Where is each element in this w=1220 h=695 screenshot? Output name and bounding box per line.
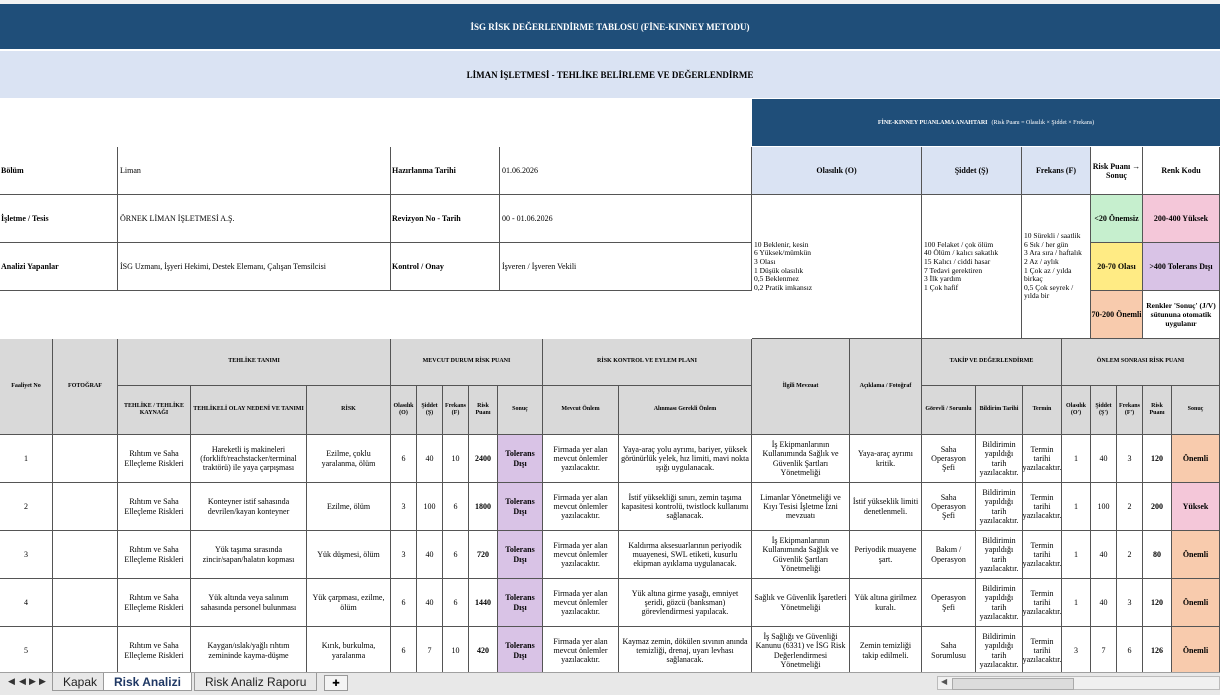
cell-bildirim[interactable]: Bildirimin yapıldığı tarih yazılacaktır. [976, 579, 1023, 627]
revizyon-label: Revizyon No - Tarih [391, 195, 500, 243]
cell-tehlike-kaynagi[interactable]: Rıhtım ve Saha Elleçleme Riskleri [118, 483, 191, 531]
cell-gorevli[interactable]: Saha Operasyon Şefi [922, 435, 976, 483]
cell-frekans[interactable]: 6 [443, 483, 469, 531]
col-aciklama: Açıklama / Fotoğraf [850, 339, 922, 435]
revizyon-value[interactable]: 00 - 01.06.2026 [500, 195, 752, 243]
cell-termin[interactable]: Termin tarihi yazılacaktır. [1023, 483, 1062, 531]
cell-sonuc-2[interactable]: Önemli [1172, 531, 1220, 579]
last-sheet-arrow-icon[interactable]: ▶ [39, 676, 46, 686]
cell-fotograf[interactable] [53, 435, 118, 483]
cell-fotograf[interactable] [53, 579, 118, 627]
cell-alinmasi-gerekli[interactable]: İstif yüksekliği sınırı, zemin taşıma kapasitesi kontrolü, twistlock kullanımı sağlanacak. [619, 483, 752, 531]
col-alinmasi-gerekli: Alınması Gerekli Önlem [619, 386, 752, 435]
cell-faaliyet-no[interactable]: 5 [0, 627, 53, 672]
cell-sonuc[interactable]: Tolerans Dışı [498, 435, 543, 483]
frekans-item: 6 Sık / her gün [1024, 239, 1069, 249]
cell-risk[interactable]: Ezilme, ölüm [307, 483, 391, 531]
col-risk-puani-2: Risk Puanı [1143, 386, 1172, 435]
col-gorevli: Görevli / Sorumlu [922, 386, 976, 435]
col-olasilik-2: Olasılık (O') [1062, 386, 1091, 435]
scoring-key-title: FİNE-KINNEY PUANLAMA ANAHTARI [877, 119, 988, 126]
tab-risk-analiz-raporu[interactable]: Risk Analiz Raporu [194, 673, 317, 691]
frekans-item: 2 Az / aylık [1024, 256, 1059, 266]
cell-frekans-2[interactable]: 3 [1117, 579, 1143, 627]
frekans-item: 10 Sürekli / saatlik [1024, 231, 1081, 241]
cell-risk[interactable]: Ezilme, çoklu yaralanma, ölüm [307, 435, 391, 483]
cell-tehlikeli-olay[interactable]: Kaygan/ıslak/yağlı rıhtım zemininde kayma-düşme [191, 627, 307, 672]
cell-tehlike-kaynagi[interactable]: Rıhtım ve Saha Elleçleme Riskleri [118, 531, 191, 579]
legend-note: Renkler 'Sonuç' (J/V) sütununa otomatik uygulanır [1143, 291, 1220, 339]
cell-sonuc[interactable]: Tolerans Dışı [498, 627, 543, 672]
group-risk-kontrol: RİSK KONTROL VE EYLEM PLANI [543, 339, 752, 386]
cell-alinmasi-gerekli[interactable]: Kaymaz zemin, dökülen sıvının anında temizliği, drenaj, uyarı levhası sağlanacak. [619, 627, 752, 672]
cell-frekans[interactable]: 6 [443, 579, 469, 627]
cell-sonuc[interactable]: Tolerans Dışı [498, 531, 543, 579]
group-tehlike-tanimi: TEHLİKE TANIMI [118, 339, 391, 386]
olasilik-item: 0,5 Beklenmez [754, 274, 799, 284]
cell-tehlikeli-olay[interactable]: Konteyner istif sahasında devrilen/kayan konteyner [191, 483, 307, 531]
cell-mevcut-onlem[interactable]: Firmada yer alan mevcut önlemler yazılacaktır. [543, 483, 619, 531]
cell-risk-puani-2[interactable]: 80 [1143, 531, 1172, 579]
cell-siddet[interactable]: 40 [417, 531, 443, 579]
cell-risk[interactable]: Yük düşmesi, ölüm [307, 531, 391, 579]
cell-frekans-2[interactable]: 3 [1117, 435, 1143, 483]
col-tehlikeli-olay: TEHLİKELİ OLAY NEDENİ VE TANIMI [191, 386, 307, 435]
cell-ilgili-mevzuat[interactable]: İş Sağlığı ve Güvenliği Kanunu (6331) ve İSG Risk Değerlendirmesi Yönetmeliği [752, 627, 850, 672]
scroll-left-icon[interactable]: ◀ [941, 677, 948, 686]
cell-sonuc-2[interactable]: Önemli [1172, 579, 1220, 627]
cell-tehlike-kaynagi[interactable]: Rıhtım ve Saha Elleçleme Riskleri [118, 435, 191, 483]
cell-fotograf[interactable] [53, 483, 118, 531]
cell-gorevli[interactable]: Saha Sorumlusu [922, 627, 976, 672]
next-sheet-arrow-icon[interactable]: ▶ [29, 676, 36, 686]
cell-ilgili-mevzuat[interactable]: İş Ekipmanlarının Kullanımında Sağlık ve Güvenlik Şartları Yönetmeliği [752, 531, 850, 579]
cell-aciklama[interactable]: Periyodik muayene şart. [850, 531, 922, 579]
cell-olasilik-2[interactable]: 1 [1062, 579, 1091, 627]
cell-termin[interactable]: Termin tarihi yazılacaktır. [1023, 435, 1062, 483]
cell-faaliyet-no[interactable]: 4 [0, 579, 53, 627]
cell-tehlikeli-olay[interactable]: Yük altında veya salınım sahasında personel bulunması [191, 579, 307, 627]
cell-siddet[interactable]: 7 [417, 627, 443, 672]
cell-bildirim[interactable]: Bildirimin yapıldığı tarih yazılacaktır. [976, 531, 1023, 579]
cell-risk[interactable]: Yük çarpması, ezilme, ölüm [307, 579, 391, 627]
olasilik-item: 1 Düşük olasılık [754, 265, 804, 275]
group-mevcut-durum: MEVCUT DURUM RİSK PUANI [391, 339, 543, 386]
cell-risk[interactable]: Kırık, burkulma, yaralanma [307, 627, 391, 672]
cell-siddet-2[interactable]: 7 [1091, 627, 1117, 672]
cell-olasilik[interactable]: 6 [391, 435, 417, 483]
col-termin: Termin [1023, 386, 1062, 435]
col-frekans-2: Frekans (F') [1117, 386, 1143, 435]
tab-kapak[interactable]: Kapak [52, 673, 108, 691]
cell-sonuc-2[interactable]: Yüksek [1172, 483, 1220, 531]
key-siddet-list [922, 195, 1022, 339]
group-onlem-sonrasi: ÖNLEM SONRASI RİSK PUANI [1062, 339, 1220, 386]
cell-frekans[interactable]: 10 [443, 627, 469, 672]
cell-olasilik[interactable]: 6 [391, 627, 417, 672]
legend-yuksek: 200-400 Yüksek [1143, 195, 1220, 243]
cell-olasilik[interactable]: 6 [391, 579, 417, 627]
sheet-tab-bar [0, 672, 1220, 695]
cell-frekans[interactable]: 6 [443, 531, 469, 579]
cell-faaliyet-no[interactable]: 1 [0, 435, 53, 483]
cell-aciklama[interactable]: Yük altına girilmez kuralı. [850, 579, 922, 627]
cell-siddet[interactable]: 40 [417, 579, 443, 627]
olasilik-item: 0,2 Pratik imkansız [754, 282, 813, 292]
cell-aciklama[interactable]: Yaya-araç ayrımı kritik. [850, 435, 922, 483]
cell-olasilik-2[interactable]: 1 [1062, 483, 1091, 531]
analiz-value[interactable]: İSG Uzmanı, İşyeri Hekimi, Destek Elemanı, Çalışan Temsilcisi [118, 243, 391, 291]
cell-sonuc-2[interactable]: Önemli [1172, 627, 1220, 672]
cell-termin[interactable]: Termin tarihi yazılacaktır. [1023, 531, 1062, 579]
cell-olasilik-2[interactable]: 1 [1062, 531, 1091, 579]
tesis-label: İşletme / Tesis [0, 195, 118, 243]
tarih-label: Hazırlanma Tarihi [391, 147, 500, 195]
olasilik-item: 10 Beklenir, kesin [754, 239, 809, 249]
first-sheet-arrow-icon[interactable]: ◀ [8, 676, 15, 686]
siddet-item: 15 Kalıcı / ciddi hasar [924, 256, 991, 266]
cell-faaliyet-no[interactable]: 2 [0, 483, 53, 531]
cell-risk-puani[interactable]: 1800 [469, 483, 498, 531]
key-risk-header: Risk Puanı → Sonuç [1091, 147, 1143, 195]
col-sonuc-2: Sonuç [1172, 386, 1220, 435]
col-olasilik: Olasılık (O) [391, 386, 417, 435]
frekans-item: 3 Ara sıra / haftalık [1024, 248, 1082, 258]
main-title-banner: İSG RİSK DEĞERLENDİRME TABLOSU (FİNE-KINNEY METODU) [0, 4, 1220, 49]
cell-mevcut-onlem[interactable]: Firmada yer alan mevcut önlemler yazılacaktır. [543, 579, 619, 627]
tesis-value[interactable]: ÖRNEK LİMAN İŞLETMESİ A.Ş. [118, 195, 391, 243]
legend-tolerans: >400 Tolerans Dışı [1143, 243, 1220, 291]
cell-gorevli[interactable]: Saha Operasyon Şefi [922, 483, 976, 531]
scrollbar-thumb[interactable] [952, 678, 1074, 690]
cell-termin[interactable]: Termin tarihi yazılacaktır. [1023, 579, 1062, 627]
cell-siddet[interactable]: 40 [417, 435, 443, 483]
horizontal-scrollbar[interactable] [937, 676, 1220, 690]
kontrol-value[interactable]: İşveren / İşveren Vekili [500, 243, 752, 291]
cell-tehlike-kaynagi[interactable]: Rıhtım ve Saha Elleçleme Riskleri [118, 627, 191, 672]
cell-risk-puani[interactable]: 720 [469, 531, 498, 579]
cell-risk-puani-2[interactable]: 120 [1143, 579, 1172, 627]
sub-title-banner: LİMAN İŞLETMESİ - TEHLİKE BELİRLEME VE DEĞERLENDİRME [0, 51, 1220, 98]
cell-mevcut-onlem[interactable]: Firmada yer alan mevcut önlemler yazılacaktır. [543, 435, 619, 483]
olasilik-item: 6 Yüksek/mümkün [754, 248, 812, 258]
group-takip: TAKİP VE DEĞERLENDİRME [922, 339, 1062, 386]
cell-fotograf[interactable] [53, 627, 118, 672]
col-bildirim: Bildirim Tarihi [976, 386, 1023, 435]
col-frekans: Frekans (F) [443, 386, 469, 435]
cell-risk-puani[interactable]: 420 [469, 627, 498, 672]
cell-alinmasi-gerekli[interactable]: Yük altına girme yasağı, emniyet şeridi, gözcü (banksman) görevlendirmesi yapılacak. [619, 579, 752, 627]
siddet-item: 3 İlk yardım [924, 274, 962, 284]
cell-risk-puani-2[interactable]: 200 [1143, 483, 1172, 531]
cell-sonuc[interactable]: Tolerans Dışı [498, 579, 543, 627]
cell-olasilik-2[interactable]: 1 [1062, 435, 1091, 483]
analiz-label: Analizi Yapanlar [0, 243, 118, 291]
cell-ilgili-mevzuat[interactable]: Limanlar Yönetmeliği ve Kıyı Tesisi İşletme İzni mevzuatı [752, 483, 850, 531]
key-olasilik-list [752, 195, 922, 339]
col-sonuc: Sonuç [498, 386, 543, 435]
cell-alinmasi-gerekli[interactable]: Yaya-araç yolu ayrımı, bariyer, yüksek görünürlük yelek, hız limiti, mavi nokta ışığı uygulanacak. [619, 435, 752, 483]
cell-bildirim[interactable]: Bildirimin yapıldığı tarih yazılacaktır. [976, 627, 1023, 672]
insert-sheet-icon[interactable]: ✚ [324, 675, 348, 691]
key-olasilik-header: Olasılık (O) [752, 147, 922, 195]
frekans-item: 0,5 Çok seyrek / yılda bir [1024, 282, 1074, 301]
col-risk: RİSK [307, 386, 391, 435]
cell-mevcut-onlem[interactable]: Firmada yer alan mevcut önlemler yazılacaktır. [543, 531, 619, 579]
scoring-key-formula: (Risk Puanı = Olasılık × Şiddet × Frekans) [991, 119, 1095, 126]
cell-sonuc[interactable]: Tolerans Dışı [498, 483, 543, 531]
key-frekans-list [1022, 195, 1091, 339]
kontrol-label: Kontrol / Onay [391, 243, 500, 291]
cell-tehlike-kaynagi[interactable]: Rıhtım ve Saha Elleçleme Riskleri [118, 579, 191, 627]
key-renk-header: Renk Kodu [1143, 147, 1220, 195]
cell-risk-puani-2[interactable]: 120 [1143, 435, 1172, 483]
siddet-item: 100 Felaket / çok ölüm [924, 239, 994, 249]
cell-tehlikeli-olay[interactable]: Hareketli iş makineleri (forklift/reachstacker/terminal traktörü) ile yaya çarpışması [191, 435, 307, 483]
legend-onemsiz: <20 Önemsiz [1091, 195, 1143, 243]
siddet-item: 40 Ölüm / kalıcı sakatlık [924, 248, 999, 258]
cell-aciklama[interactable]: İstif yükseklik limiti denetlenmeli. [850, 483, 922, 531]
frekans-item: 1 Çok az / yılda birkaç [1024, 265, 1072, 284]
cell-gorevli[interactable]: Bakım / Operasyon [922, 531, 976, 579]
cell-alinmasi-gerekli[interactable]: Kaldırma aksesuarlarının periyodik muayenesi, SWL etiketi, kusurlu ekipman ayıklama uygulanacak. [619, 531, 752, 579]
col-risk-puani: Risk Puanı [469, 386, 498, 435]
cell-olasilik[interactable]: 3 [391, 531, 417, 579]
key-frekans-header: Frekans (F) [1022, 147, 1091, 195]
col-mevcut-onlem: Mevcut Önlem [543, 386, 619, 435]
key-siddet-header: Şiddet (Ş) [922, 147, 1022, 195]
tarih-value[interactable]: 01.06.2026 [500, 147, 752, 195]
col-ilgili-mevzuat: İlgili Mevzuat [752, 339, 850, 435]
cell-ilgili-mevzuat[interactable]: İş Ekipmanlarının Kullanımında Sağlık ve Güvenlik Şartları Yönetmeliği [752, 435, 850, 483]
cell-frekans-2[interactable]: 2 [1117, 531, 1143, 579]
siddet-item: 7 Tedavi gerektiren [924, 265, 983, 275]
cell-tehlikeli-olay[interactable]: Yük taşıma sırasında zincir/sapan/halatın kopması [191, 531, 307, 579]
legend-onemli: 70-200 Önemli [1091, 291, 1143, 339]
cell-siddet[interactable]: 100 [417, 483, 443, 531]
cell-bildirim[interactable]: Bildirimin yapıldığı tarih yazılacaktır. [976, 435, 1023, 483]
cell-risk-puani[interactable]: 2400 [469, 435, 498, 483]
cell-termin[interactable]: Termin tarihi yazılacaktır. [1023, 627, 1062, 672]
legend-olasi: 20-70 Olası [1091, 243, 1143, 291]
cell-risk-puani-2[interactable]: 126 [1143, 627, 1172, 672]
cell-frekans-2[interactable]: 6 [1117, 627, 1143, 672]
cell-olasilik[interactable]: 3 [391, 483, 417, 531]
cell-gorevli[interactable]: Operasyon Şefi [922, 579, 976, 627]
cell-siddet-2[interactable]: 40 [1091, 579, 1117, 627]
col-siddet: Şiddet (Ş) [417, 386, 443, 435]
cell-faaliyet-no[interactable]: 3 [0, 531, 53, 579]
cell-fotograf[interactable] [53, 531, 118, 579]
cell-sonuc-2[interactable]: Önemli [1172, 435, 1220, 483]
cell-bildirim[interactable]: Bildirimin yapıldığı tarih yazılacaktır. [976, 483, 1023, 531]
bolum-label: Bölüm [0, 147, 118, 195]
col-siddet-2: Şiddet (Ş') [1091, 386, 1117, 435]
cell-mevcut-onlem[interactable]: Firmada yer alan mevcut önlemler yazılacaktır. [543, 627, 619, 672]
cell-siddet-2[interactable]: 100 [1091, 483, 1117, 531]
cell-aciklama[interactable]: Zemin temizliği takip edilmeli. [850, 627, 922, 672]
col-fotograf: FOTOĞRAF [53, 339, 118, 435]
cell-risk-puani[interactable]: 1440 [469, 579, 498, 627]
cell-siddet-2[interactable]: 40 [1091, 531, 1117, 579]
siddet-item: 1 Çok hafif [924, 282, 959, 292]
scoring-key-header [752, 99, 1220, 146]
cell-siddet-2[interactable]: 40 [1091, 435, 1117, 483]
bolum-value[interactable]: Liman [118, 147, 391, 195]
prev-sheet-arrow-icon[interactable]: ◀ [19, 676, 26, 686]
cell-ilgili-mevzuat[interactable]: Sağlık ve Güvenlik İşaretleri Yönetmeliği [752, 579, 850, 627]
tab-risk-analizi[interactable]: Risk Analizi [103, 673, 192, 691]
col-tehlike-kaynagi: TEHLİKE / TEHLİKE KAYNAĞI [118, 386, 191, 435]
col-faaliyet-no: Faaliyet No [0, 339, 53, 435]
cell-frekans-2[interactable]: 2 [1117, 483, 1143, 531]
cell-frekans[interactable]: 10 [443, 435, 469, 483]
cell-olasilik-2[interactable]: 3 [1062, 627, 1091, 672]
olasilik-item: 3 Olası [754, 256, 776, 266]
